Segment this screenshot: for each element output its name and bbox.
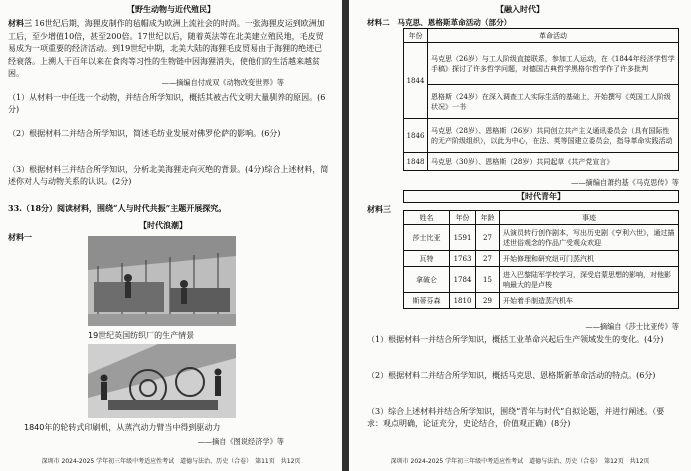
table2-source: ——摘编自《莎士比亚传》等 <box>585 322 679 331</box>
deeds-cell: 进入巴黎陆军学校学习，深受启蒙思想的影响，对他影响最大的是卢梭 <box>500 267 679 293</box>
year-cell: 1763 <box>450 251 476 267</box>
table1-source: ——摘编自萧约基《马克思传》等 <box>571 178 679 187</box>
year-cell: 1591 <box>450 225 476 251</box>
year-cell: 1846 <box>404 119 428 153</box>
name-cell: 莎士比亚 <box>404 225 450 251</box>
caption-rotary-press: 1840年的轮转式印刷机，从蒸汽动力臂当中得到驱动力 <box>24 423 221 432</box>
page-footer-12: 深圳市 2024-2025 学年初三年级中考适应性考试 道德与法治、历史（合卷） 第12页 共12页 <box>390 458 650 465</box>
box-heading-youth: 【时代青年】 <box>403 190 679 203</box>
deeds-cell: 从演员转行创作剧本，写出历史剧《亨利六世》，通过描述世俗观念的作品广受观众欢迎 <box>500 225 679 251</box>
year-cell: 1784 <box>450 267 476 293</box>
deeds-cell: 开始着手制造蒸汽机车 <box>500 293 679 309</box>
material3-paragraph <box>8 18 330 84</box>
question-1: （1）从材料一中任选一个动物，并结合所学知识，概括其被古代文明大量驯养的原因。(6分) <box>8 93 326 114</box>
page-gutter <box>342 0 349 471</box>
material2-title: 材料二 马克思、恩格斯革命活动（部分） <box>367 18 512 27</box>
question-r3: （3）综合上述材料并结合所学知识，围绕“青年与时代”自拟论题，并进行阐述。（要求：观点明确，论证充分，史论结合，价值观正确）(8分) <box>367 407 665 428</box>
exam-page-12 <box>349 0 691 471</box>
material1-label: 材料一 <box>8 233 32 242</box>
activity-cell: 马克思（28岁）、恩格斯（26岁）共同创立共产主义通讯委员会（具有国际性的无产阶级组织），以此为中心，在法、英等国建立委员会，指导革命实践活动 <box>428 119 679 153</box>
table-row <box>404 85 679 119</box>
name-cell: 斯蒂芬森 <box>404 293 450 309</box>
question-r1: （1）根据材料一并结合所学知识，概括工业革命兴起后生产领域发生的变化。(4分) <box>367 335 664 344</box>
question-3: （3）根据材料三并结合所学知识，分析北美海狸走向灭绝的背景。(4分)综合上述材料，简述你对人与动物关系的认识。(2分) <box>8 165 329 186</box>
question-r2: （2）根据材料二并结合所学知识，概括马克思、恩格斯新革命活动的特点。(6分) <box>367 371 656 380</box>
column-header-name: 姓名 <box>404 211 450 225</box>
box-heading-wildlife: 【野生动物与近代殖民】 <box>127 5 215 14</box>
textile-factory-illustration <box>88 236 236 326</box>
youth-achievements-table <box>403 210 679 309</box>
source-economics-illustrated: ——摘自《图说经济学》等 <box>197 437 284 446</box>
material3-source: ——摘编自付成双《动物改变世界》等 <box>161 78 284 87</box>
activity-cell: 马克思（26岁）与工人阶级直接联系，参加工人运动，在《1844年经济学哲学手稿》探讨了许多哲学问题，对德国古典哲学黑格尔哲学作了许多批判 <box>428 43 679 85</box>
column-header-year: 年份 <box>404 29 428 43</box>
rotary-press-illustration <box>88 344 236 418</box>
question-2: （2）根据材料二并结合所学知识，简述毛纺业发展对佛罗伦萨的影响。(6分) <box>8 129 281 138</box>
table-row <box>404 251 679 267</box>
table-row <box>404 153 679 171</box>
name-cell: 瓦特 <box>404 251 450 267</box>
name-cell: 拿破仑 <box>404 267 450 293</box>
column-header-activity: 革命活动 <box>428 29 679 43</box>
age-cell: 27 <box>476 251 500 267</box>
exam-page-11 <box>0 0 342 471</box>
year-cell: 1844 <box>404 43 428 119</box>
column-header-age: 年龄 <box>476 211 500 225</box>
material3-text: 16世纪后期，海狸皮制作的毡帽成为欧洲上流社会的时尚。一张海狸皮运到欧洲加工后，至少增值10倍，甚至200倍。17世纪以后，随着英法等在北美建立殖民地，毛皮贸易成为一项重要的经济活动。到19世纪中期，北美大陆的海狸毛皮贸易由于海狸的绝迹已经衰落。上溯人干百年以来在食肉等习性的生物链中因海狸消失，使他们的生活越来越贫困。 <box>8 19 325 79</box>
column-header-year: 年份 <box>450 211 476 225</box>
caption-textile-factory: 19世纪英国纺织厂的生产情景 <box>88 331 195 340</box>
box-heading-blend: 【融入时代】 <box>496 5 544 14</box>
material3-label: 材料三 <box>8 19 32 28</box>
activity-cell: 马克思（30岁）、恩格斯（28岁）共同起草《共产党宣言》 <box>428 153 679 171</box>
page-footer-11: 深圳市 2024-2025 学年初三年级中考适应性考试 道德与法治、历史（合卷） 第11页 共12页 <box>41 458 301 465</box>
table-row <box>404 225 679 251</box>
revolution-activities-table <box>403 28 679 171</box>
material3-label-right: 材料三 <box>367 205 391 214</box>
age-cell: 15 <box>476 267 500 293</box>
column-header-deeds: 事迹 <box>500 211 679 225</box>
activity-cell: 恩格斯（24岁）在深入调查工人实际生活的基础上，开始撰写《英国工人阶级状况》一书 <box>428 85 679 119</box>
question-33-heading: 33.（18分）阅读材料，围绕“人与时代共振”主题开展探究。 <box>8 203 227 213</box>
age-cell: 27 <box>476 225 500 251</box>
table-row <box>404 293 679 309</box>
table-row <box>404 43 679 85</box>
deeds-cell: 开始修理和研究纽可门蒸汽机 <box>500 251 679 267</box>
year-cell: 1810 <box>450 293 476 309</box>
age-cell: 29 <box>476 293 500 309</box>
year-cell: 1848 <box>404 153 428 171</box>
table-row <box>404 267 679 293</box>
box-heading-era: 【时代浪潮】 <box>139 221 187 230</box>
table-row <box>404 119 679 153</box>
